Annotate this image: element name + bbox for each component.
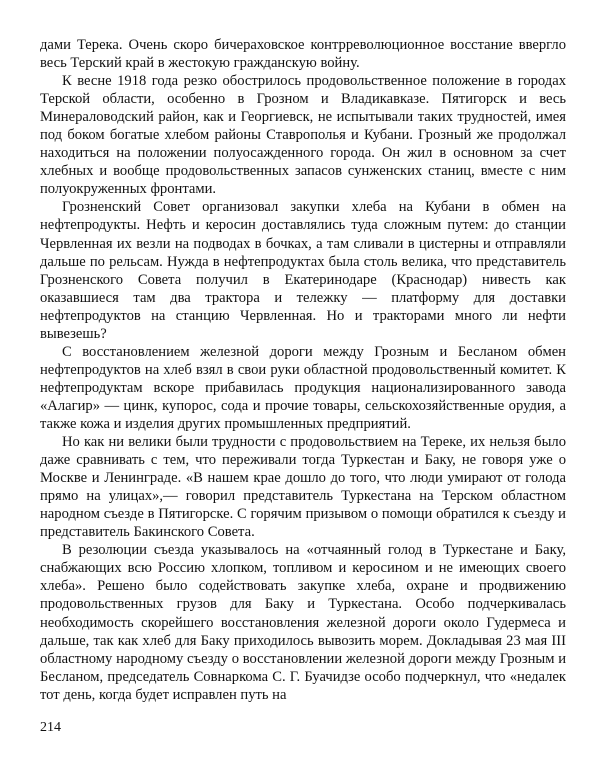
paragraph-turkestan-baku: Но как ни велики были трудности с продовольствием на Тереке, их нельзя было даже сравнивать с тем, что переживали тогда Туркестан и Баку, не говоря уже о Москве и Ленинграде. «В нашем крае дошло до того, что люди умирают от голода прямо на улицах»,— говорил представитель Туркестана на Терском областном народном съезде в Пятигорске. С горячим призывом о помощи обратился к съезду и представитель Бакинского Совета. (40, 434, 566, 541)
paragraph-continued: дами Терека. Очень скоро бичераховское контрреволюционное восстание ввергло весь Терский край в жестокую гражданскую войну. (40, 37, 566, 72)
page-body (40, 36, 566, 704)
paragraph-railway-exchange: С восстановлением железной дороги между Грозным и Бесланом обмен нефтепродуктов на хлеб взял в свои руки областной продовольственный комитет. К нефтепродуктам вскоре прибавилась продукция национализированного завода «Алагир» — цинк, купорос, сода и прочие товары, сельскохозяйственные орудия, а также кожа и изделия других промышленных предприятий. (40, 343, 566, 432)
paragraph-grozny-soviet: Грозненский Совет организовал закупки хлеба на Кубани в обмен на нефтепродукты. Нефть и керосин доставлялись туда сложным путем: до станции Червленная их везли на подводах в бочках, а там сливали в цистерны и отправляли дальше по рельсам. Нужда в нефтепродуктах была столь велика, что представитель Грозненского Совета получил в Екатеринодаре (Краснодар) нивесть как оказавшиеся там два трактора и тележку — платформу для доставки нефтепродуктов на станцию Червленная. Но и тракторами много ли нефти вывезешь? (40, 199, 566, 342)
paragraph-food-situation: К весне 1918 года резко обострилось продовольственное положение в городах Терской области, особенно в Грозном и Владикавказе. Пятигорск и весь Минераловодский район, как и Георгиевск, не испытывали таких трудностей, имея под боком богатые хлебом районы Ставрополья и Кубани. Грозный же продолжал находиться на положении полуосажденного города. Он жил в основном за счет хлебных и вообще продовольственных запасов сунженских станиц, вместе с ним полуокруженных фронтами. (40, 73, 566, 198)
paragraph-congress-resolution: В резолюции съезда указывалось на «отчаянный голод в Туркестане и Баку, снабжающих всю Россию хлопком, топливом и керосином и не имеющих своего хлеба». Решено было содействовать закупке хлеба, охране и продвижению продовольственных грузов для Баку и Туркестана. Особо подчеркивалась необходимость скорейшего восстановления железной дороги около Гудермеса и дальше, так как хлеб для Баку приходилось вывозить морем. Докладывая 23 мая III областному народному съезду о восстановлении железной дороги между Грозным и Бесланом, председатель Совнаркома С. Г. Буачидзе особо подчеркнул, что «недалек тот день, когда будет исправлен путь на (40, 542, 566, 703)
page-number: 214 (40, 720, 61, 735)
